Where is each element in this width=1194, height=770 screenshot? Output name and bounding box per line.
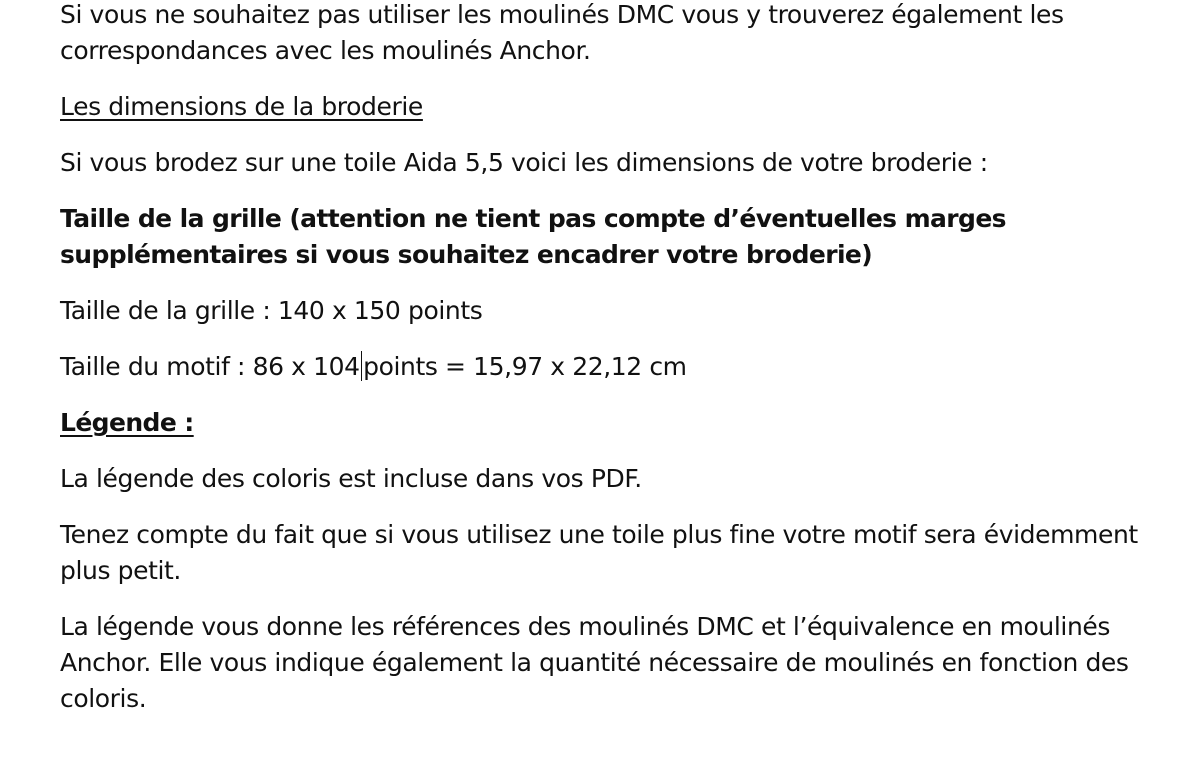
paragraph-legend-references: La légende vous donne les références des moulinés DMC et l’équivalence en moulinés Anchor. Elle vous indique également la quantité nécessaire de moulinés en fonction des coloris. bbox=[60, 612, 1129, 713]
paragraph-motif-size bbox=[60, 349, 1194, 385]
motif-size-text-end: points = 15,97 x 22,12 cm bbox=[363, 352, 687, 381]
paragraph-grid-warning: Taille de la grille (attention ne tient pas compte d’éventuelles marges supplémentaires si vous souhaitez encadrer votre broderie) bbox=[60, 204, 1006, 269]
section-heading-dimensions: Les dimensions de la broderie bbox=[60, 92, 423, 121]
paragraph-legend-pdf: La légende des coloris est incluse dans vos PDF. bbox=[60, 464, 642, 493]
section-heading-legende: Légende : bbox=[60, 408, 194, 437]
paragraph-finer-fabric: Tenez compte du fait que si vous utilisez une toile plus fine votre motif sera évidemment plus petit. bbox=[60, 520, 1138, 585]
text-cursor bbox=[361, 351, 363, 381]
paragraph-grid-size: Taille de la grille : 140 x 150 points bbox=[60, 296, 483, 325]
paragraph-dmc-anchor: Si vous ne souhaitez pas utiliser les moulinés DMC vous y trouverez également les correspondances avec les moulinés Anchor. bbox=[60, 0, 1064, 65]
motif-size-text-start: Taille du motif : 86 x 104 bbox=[60, 352, 360, 381]
document-body[interactable] bbox=[60, 0, 1194, 737]
paragraph-aida-dimensions: Si vous brodez sur une toile Aida 5,5 voici les dimensions de votre broderie : bbox=[60, 148, 988, 177]
